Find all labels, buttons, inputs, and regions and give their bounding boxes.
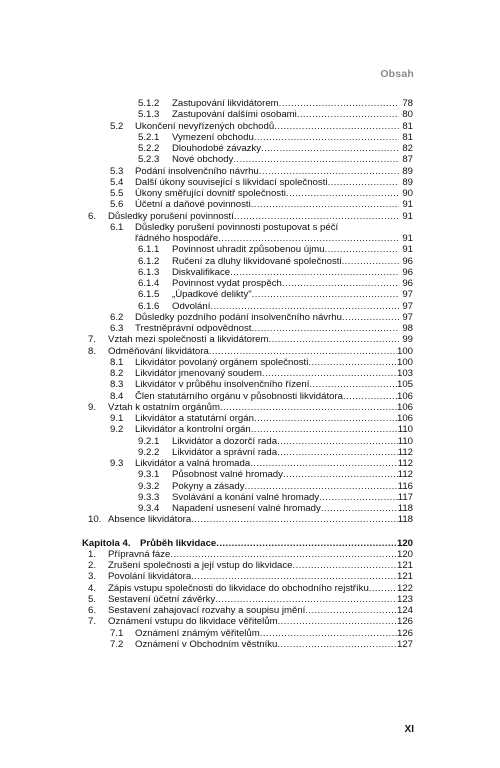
toc-entry-title: Důsledky porušení povinností bbox=[108, 210, 234, 222]
toc-entry-number: 7. bbox=[88, 334, 97, 346]
toc-entry-number: 4. bbox=[88, 582, 97, 594]
toc-leader-dots bbox=[191, 571, 397, 582]
toc-leader-dots bbox=[251, 323, 399, 334]
toc-entry[interactable] bbox=[88, 211, 413, 222]
toc-leader-dots bbox=[209, 346, 397, 357]
toc-entry[interactable] bbox=[88, 222, 413, 233]
toc-entry-number: 6.1.2 bbox=[138, 255, 160, 267]
toc-entry-number: 6.2 bbox=[110, 311, 124, 323]
toc-entry-title: Trestněprávní odpovědnost bbox=[135, 323, 252, 334]
toc-entry[interactable] bbox=[88, 132, 413, 143]
toc-entry[interactable] bbox=[88, 233, 413, 244]
toc-entry-number: 8.2 bbox=[110, 368, 124, 379]
toc-entry-number: 6.3 bbox=[110, 323, 124, 334]
toc-leader-dots bbox=[283, 469, 398, 480]
toc-leader-dots bbox=[251, 199, 399, 210]
toc-entry-title: Likvidátor a valná hromada bbox=[135, 458, 251, 469]
toc-entry-title: Důsledky pozdního podání insolvenčního návrhu bbox=[135, 311, 342, 323]
toc-entry-title: Zastupování dalšími osobami bbox=[172, 109, 297, 121]
toc-entry-number: 9.2.1 bbox=[138, 435, 160, 447]
toc-leader-dots bbox=[252, 289, 399, 300]
toc-entry-title: Přípravná fáze bbox=[108, 548, 171, 560]
toc-entry-title: Absence likvidátora bbox=[108, 514, 192, 526]
toc-entry-title: Napadení usnesení valné hromady bbox=[172, 503, 321, 514]
toc-entry-page: 91 bbox=[402, 233, 413, 244]
toc-entry-page: 90 bbox=[402, 188, 413, 199]
toc-entry-number: 5.1.3 bbox=[138, 109, 160, 121]
toc-leader-dots bbox=[342, 256, 399, 267]
toc-leader-dots bbox=[261, 143, 399, 154]
toc-entry-title: Další úkony související s likvidací společnosti bbox=[135, 176, 328, 188]
toc-entry-title: Zastupování likvidátorem bbox=[172, 98, 279, 109]
toc-entry-title: Likvidátor v průběhu insolvenčního řízení bbox=[135, 379, 310, 391]
toc-entry-page: 91 bbox=[402, 244, 413, 256]
toc-entry[interactable] bbox=[88, 166, 413, 177]
toc-entry-title: Oznámení v Obchodním věstníku bbox=[135, 638, 278, 650]
toc-entry[interactable] bbox=[88, 628, 413, 639]
toc-leader-dots bbox=[260, 628, 397, 639]
toc-entry-number: 5.2.3 bbox=[138, 154, 160, 166]
toc-leader-dots bbox=[309, 379, 397, 390]
toc-entry-number: 6.1.6 bbox=[138, 300, 160, 312]
toc-entry[interactable] bbox=[88, 256, 413, 267]
toc-leader-dots bbox=[191, 514, 398, 525]
toc-entry-page: 100 bbox=[396, 356, 413, 368]
toc-entry[interactable] bbox=[88, 357, 413, 368]
toc-leader-dots bbox=[259, 166, 399, 177]
toc-leader-dots bbox=[269, 334, 400, 345]
toc-entry-number: 9.2 bbox=[110, 424, 124, 436]
toc-entry[interactable] bbox=[88, 346, 413, 357]
toc-leader-dots bbox=[230, 267, 399, 278]
toc-entry-page: 117 bbox=[397, 491, 413, 503]
toc-leader-dots bbox=[234, 211, 399, 222]
toc-entry-page: 120 bbox=[396, 548, 413, 560]
toc-entry-title: „Úpadkové delikty" bbox=[172, 289, 252, 301]
toc-entry-title: Vztah mezi společností a likvidátorem bbox=[108, 334, 269, 346]
page-number: XI bbox=[404, 724, 414, 735]
toc-entry-number: 9.1 bbox=[110, 413, 124, 424]
toc-entry[interactable] bbox=[88, 492, 413, 503]
toc-entry-page: 80 bbox=[402, 109, 413, 121]
toc-entry-page: 121 bbox=[396, 571, 413, 583]
toc-entry[interactable] bbox=[88, 605, 413, 616]
toc-entry-page: 98 bbox=[402, 323, 413, 334]
toc-entry-title: Diskvalifikace bbox=[172, 266, 231, 278]
toc-entry-page: 96 bbox=[402, 255, 413, 267]
toc-entry-title: Odměňování likvidátora bbox=[108, 345, 209, 357]
toc-entry-title: Průběh likvidace bbox=[140, 537, 217, 549]
toc-entry[interactable] bbox=[88, 639, 413, 650]
toc-leader-dots bbox=[282, 278, 399, 289]
toc-entry[interactable] bbox=[88, 402, 413, 413]
toc-entry-title: Vymezení obchodu bbox=[172, 131, 254, 143]
toc-leader-dots bbox=[210, 301, 399, 312]
toc-leader-dots bbox=[251, 424, 398, 435]
toc-entry[interactable] bbox=[88, 323, 413, 334]
toc-entry-number: 5.2.2 bbox=[138, 143, 160, 154]
toc-entry-page: 89 bbox=[402, 165, 413, 177]
toc-entry-number: 3. bbox=[88, 571, 97, 583]
toc-entry-page: 121 bbox=[396, 560, 413, 571]
toc-leader-dots bbox=[308, 357, 397, 368]
toc-leader-dots bbox=[220, 402, 397, 413]
toc-leader-dots bbox=[342, 312, 399, 323]
toc-entry-page: 106 bbox=[396, 390, 413, 402]
toc-entry-title: Likvidátor a správní rada bbox=[172, 446, 278, 458]
toc-entry-title: Povinnost vydat prospěch bbox=[172, 278, 282, 289]
toc-entry[interactable] bbox=[88, 199, 413, 210]
toc-entry-page: 82 bbox=[402, 143, 413, 154]
toc-entry-page: 96 bbox=[402, 278, 413, 289]
toc-entry-number: Kapitola 4. bbox=[82, 537, 131, 549]
toc-entry[interactable] bbox=[88, 98, 413, 109]
toc-entry-page: 100 bbox=[396, 345, 413, 357]
toc-entry-page: 97 bbox=[402, 289, 413, 301]
toc-entry[interactable] bbox=[88, 289, 413, 300]
toc-entry-number: 6.1.4 bbox=[138, 278, 160, 289]
toc-entry-number: 7. bbox=[88, 616, 97, 628]
toc-leader-dots bbox=[305, 605, 397, 616]
toc-leader-dots bbox=[215, 594, 397, 605]
toc-entry-number: 6.1.3 bbox=[138, 266, 160, 278]
toc-entry-page: 78 bbox=[402, 98, 413, 109]
toc-entry-number: 8.4 bbox=[110, 390, 124, 402]
toc-leader-dots bbox=[170, 549, 397, 560]
toc-entry-page: 96 bbox=[402, 266, 413, 278]
toc-leader-dots bbox=[343, 391, 397, 402]
toc-leader-dots bbox=[328, 177, 400, 188]
toc-leader-dots bbox=[262, 368, 397, 379]
toc-entry-number: 9. bbox=[88, 401, 97, 413]
toc-entry-number: 5.1.2 bbox=[138, 98, 160, 109]
toc-entry[interactable] bbox=[88, 469, 413, 480]
toc-entry-page: 91 bbox=[402, 210, 413, 222]
toc-leader-dots bbox=[293, 560, 397, 571]
toc-entry-title: Zrušení společnosti a její vstup do likvidace bbox=[108, 560, 293, 571]
toc-entry-page: 116 bbox=[397, 480, 413, 492]
toc-entry-page: 124 bbox=[396, 605, 413, 616]
toc-leader-dots bbox=[277, 436, 398, 447]
toc-entry-page: 110 bbox=[397, 424, 413, 436]
toc-entry-number: 9.2.2 bbox=[138, 446, 160, 458]
toc-entry[interactable] bbox=[88, 458, 413, 469]
toc-entry-page: 126 bbox=[396, 616, 413, 628]
toc-entry-page: 110 bbox=[397, 435, 413, 447]
toc-entry-title: Oznámení známým věřitelům bbox=[135, 627, 260, 639]
toc-entry-number: 6. bbox=[88, 210, 97, 222]
toc-entry-number: 10. bbox=[88, 514, 102, 526]
toc-entry[interactable] bbox=[88, 583, 413, 594]
toc-leader-dots bbox=[245, 481, 398, 492]
toc-entry-number: 6.1.1 bbox=[138, 244, 160, 256]
toc-entry-number: 5.2.1 bbox=[138, 131, 160, 143]
toc-leader-dots bbox=[250, 458, 398, 469]
toc-entry-title: Odvolání bbox=[172, 300, 211, 312]
toc-leader-dots bbox=[278, 616, 397, 627]
toc-entry-title: Ručení za dluhy likvidované společnosti bbox=[172, 255, 342, 267]
toc-entry-number: 7.2 bbox=[110, 638, 124, 650]
toc-entry[interactable] bbox=[88, 121, 413, 132]
toc-entry[interactable] bbox=[88, 143, 413, 154]
toc-entry-number: 6.1.5 bbox=[138, 289, 160, 301]
toc-entry[interactable] bbox=[88, 594, 413, 605]
toc-entry-page: 99 bbox=[402, 334, 413, 346]
toc-entry-page: 103 bbox=[396, 368, 413, 379]
toc-entry[interactable] bbox=[88, 244, 413, 255]
toc-entry-number: 5.2 bbox=[110, 120, 124, 132]
toc-entry-page: 81 bbox=[402, 120, 413, 132]
toc-entry-number: 5.4 bbox=[110, 176, 124, 188]
toc-entry-number: 8. bbox=[88, 345, 97, 357]
toc-leader-dots bbox=[274, 121, 399, 132]
toc-entry-number: 9.3.4 bbox=[138, 503, 160, 514]
toc-entry[interactable] bbox=[88, 301, 413, 312]
toc-entry[interactable] bbox=[88, 154, 413, 165]
toc-entry[interactable] bbox=[88, 447, 413, 458]
toc-entry-page: 122 bbox=[396, 582, 413, 594]
toc-entry-page: 126 bbox=[396, 627, 413, 639]
toc-entry-number: 5.5 bbox=[110, 188, 124, 199]
toc-entry-title: Zápis vstupu společnosti do likvidace do obchodního rejstříku bbox=[108, 582, 369, 594]
toc-entry-title: Likvidátor jmenovaný soudem bbox=[135, 368, 262, 379]
running-header: Obsah bbox=[380, 68, 414, 80]
toc-leader-dots bbox=[286, 188, 399, 199]
toc-entry-title: Likvidátor povolaný orgánem společnosti bbox=[135, 356, 309, 368]
toc-entry-page: 89 bbox=[402, 176, 413, 188]
toc-entry-number: 6. bbox=[88, 605, 97, 616]
toc-entry[interactable] bbox=[88, 312, 413, 323]
toc-leader-dots bbox=[279, 98, 399, 109]
table-of-contents bbox=[82, 98, 413, 650]
toc-entry-number: 9.3.3 bbox=[138, 491, 160, 503]
toc-leader-dots bbox=[218, 233, 399, 244]
toc-entry-number: 5.3 bbox=[110, 165, 124, 177]
toc-entry-title: Oznámení vstupu do likvidace věřitelům bbox=[108, 616, 278, 628]
toc-entry-page: 118 bbox=[397, 514, 413, 526]
toc-entry-title: Důsledky porušení povinnosti postupovat s péčí bbox=[135, 221, 339, 233]
toc-entry[interactable] bbox=[88, 267, 413, 278]
toc-entry[interactable] bbox=[88, 514, 413, 525]
toc-entry-page: 91 bbox=[402, 199, 413, 211]
toc-leader-dots bbox=[233, 154, 399, 165]
toc-entry[interactable] bbox=[88, 334, 413, 345]
toc-entry-title: Povinnost uhradit způsobenou újmu bbox=[172, 244, 325, 256]
toc-entry[interactable] bbox=[88, 560, 413, 571]
toc-leader-dots bbox=[319, 492, 398, 503]
toc-entry-number: 5. bbox=[88, 593, 97, 605]
toc-entry-number: 9.3.2 bbox=[138, 480, 160, 492]
toc-leader-dots bbox=[277, 639, 397, 650]
toc-entry-title: Dlouhodobé závazky bbox=[172, 143, 262, 154]
toc-entry-page: 112 bbox=[397, 458, 413, 469]
toc-entry[interactable] bbox=[88, 503, 413, 514]
toc-entry-page: 106 bbox=[396, 413, 413, 424]
toc-leader-dots bbox=[277, 447, 398, 458]
toc-entry-number: 9.3.1 bbox=[138, 469, 160, 481]
toc-entry-title: Povolání likvidátora bbox=[108, 571, 192, 583]
toc-entry-title: Sestavení účetní závěrky bbox=[108, 593, 216, 605]
toc-entry-number: 1. bbox=[88, 548, 97, 560]
toc-entry-title: Působnost valné hromady bbox=[172, 469, 283, 481]
toc-entry[interactable] bbox=[88, 571, 413, 582]
toc-entry-title: Ukončení nevyřízených obchodů bbox=[135, 120, 275, 132]
toc-entry-page: 127 bbox=[396, 638, 413, 650]
toc-leader-dots bbox=[254, 132, 399, 143]
toc-entry-title: Svolávání a konání valné hromady bbox=[172, 491, 320, 503]
toc-entry[interactable] bbox=[88, 177, 413, 188]
toc-entry-number: 9.3 bbox=[110, 458, 124, 469]
toc-entry-title: Vztah k ostatním orgánům bbox=[108, 401, 220, 413]
toc-entry-number: 6.1 bbox=[110, 221, 124, 233]
toc-entry[interactable] bbox=[88, 368, 413, 379]
toc-entry-number: 5.6 bbox=[110, 199, 124, 211]
toc-entry[interactable] bbox=[88, 616, 413, 627]
toc-entry-title: Pokyny a zásady bbox=[172, 480, 245, 492]
toc-entry[interactable] bbox=[88, 278, 413, 289]
toc-entry-page: 81 bbox=[402, 131, 413, 143]
toc-entry[interactable] bbox=[88, 188, 413, 199]
toc-entry[interactable] bbox=[82, 537, 413, 549]
toc-entry-page: 105 bbox=[396, 379, 413, 391]
toc-entry-title: Podání insolvenčního návrhu bbox=[135, 165, 259, 177]
toc-leader-dots bbox=[321, 503, 398, 514]
toc-leader-dots bbox=[297, 109, 399, 120]
toc-entry-title: Likvidátor a kontrolní orgán bbox=[135, 424, 251, 436]
toc-entry-page: 97 bbox=[402, 300, 413, 312]
toc-entry-page: 112 bbox=[397, 469, 413, 481]
toc-entry[interactable] bbox=[88, 413, 413, 424]
toc-leader-dots bbox=[254, 413, 397, 424]
toc-leader-dots bbox=[216, 538, 397, 549]
toc-entry[interactable] bbox=[88, 379, 413, 390]
toc-entry-page: 87 bbox=[402, 154, 413, 166]
toc-entry-page: 118 bbox=[397, 503, 413, 514]
toc-entry-page: 106 bbox=[396, 401, 413, 413]
toc-entry[interactable] bbox=[88, 109, 413, 120]
toc-entry-page: 112 bbox=[397, 446, 413, 458]
toc-entry-number: 7.1 bbox=[110, 627, 124, 639]
toc-entry-title: Likvidátor a dozorčí rada bbox=[172, 435, 278, 447]
toc-entry-number: 8.3 bbox=[110, 379, 124, 391]
toc-entry-number: 8.1 bbox=[110, 356, 124, 368]
toc-entry-title: Člen statutárního orgánu v působnosti likvidátora bbox=[135, 390, 343, 402]
toc-entry-title: Nové obchody bbox=[172, 154, 234, 166]
toc-entry-page: 97 bbox=[402, 311, 413, 323]
toc-entry-title: řádného hospodáře bbox=[135, 233, 219, 244]
toc-entry-title: Likvidátor a statutární orgán bbox=[135, 413, 254, 424]
toc-entry[interactable] bbox=[88, 436, 413, 447]
toc-entry[interactable] bbox=[88, 549, 413, 560]
toc-entry-title: Účetní a daňové povinnosti bbox=[135, 199, 251, 211]
toc-entry[interactable] bbox=[88, 391, 413, 402]
toc-leader-dots bbox=[325, 244, 399, 255]
toc-entry-title: Úkony směřující dovnitř společnosti bbox=[135, 188, 286, 199]
toc-entry-title: Sestavení zahajovací rozvahy a soupisu jmění bbox=[108, 605, 306, 616]
toc-leader-dots bbox=[369, 583, 397, 594]
toc-entry[interactable] bbox=[88, 424, 413, 435]
toc-entry-page: 120 bbox=[396, 537, 413, 549]
toc-entry[interactable] bbox=[88, 481, 413, 492]
toc-entry-number: 2. bbox=[88, 560, 97, 571]
toc-entry-page: 123 bbox=[396, 593, 413, 605]
